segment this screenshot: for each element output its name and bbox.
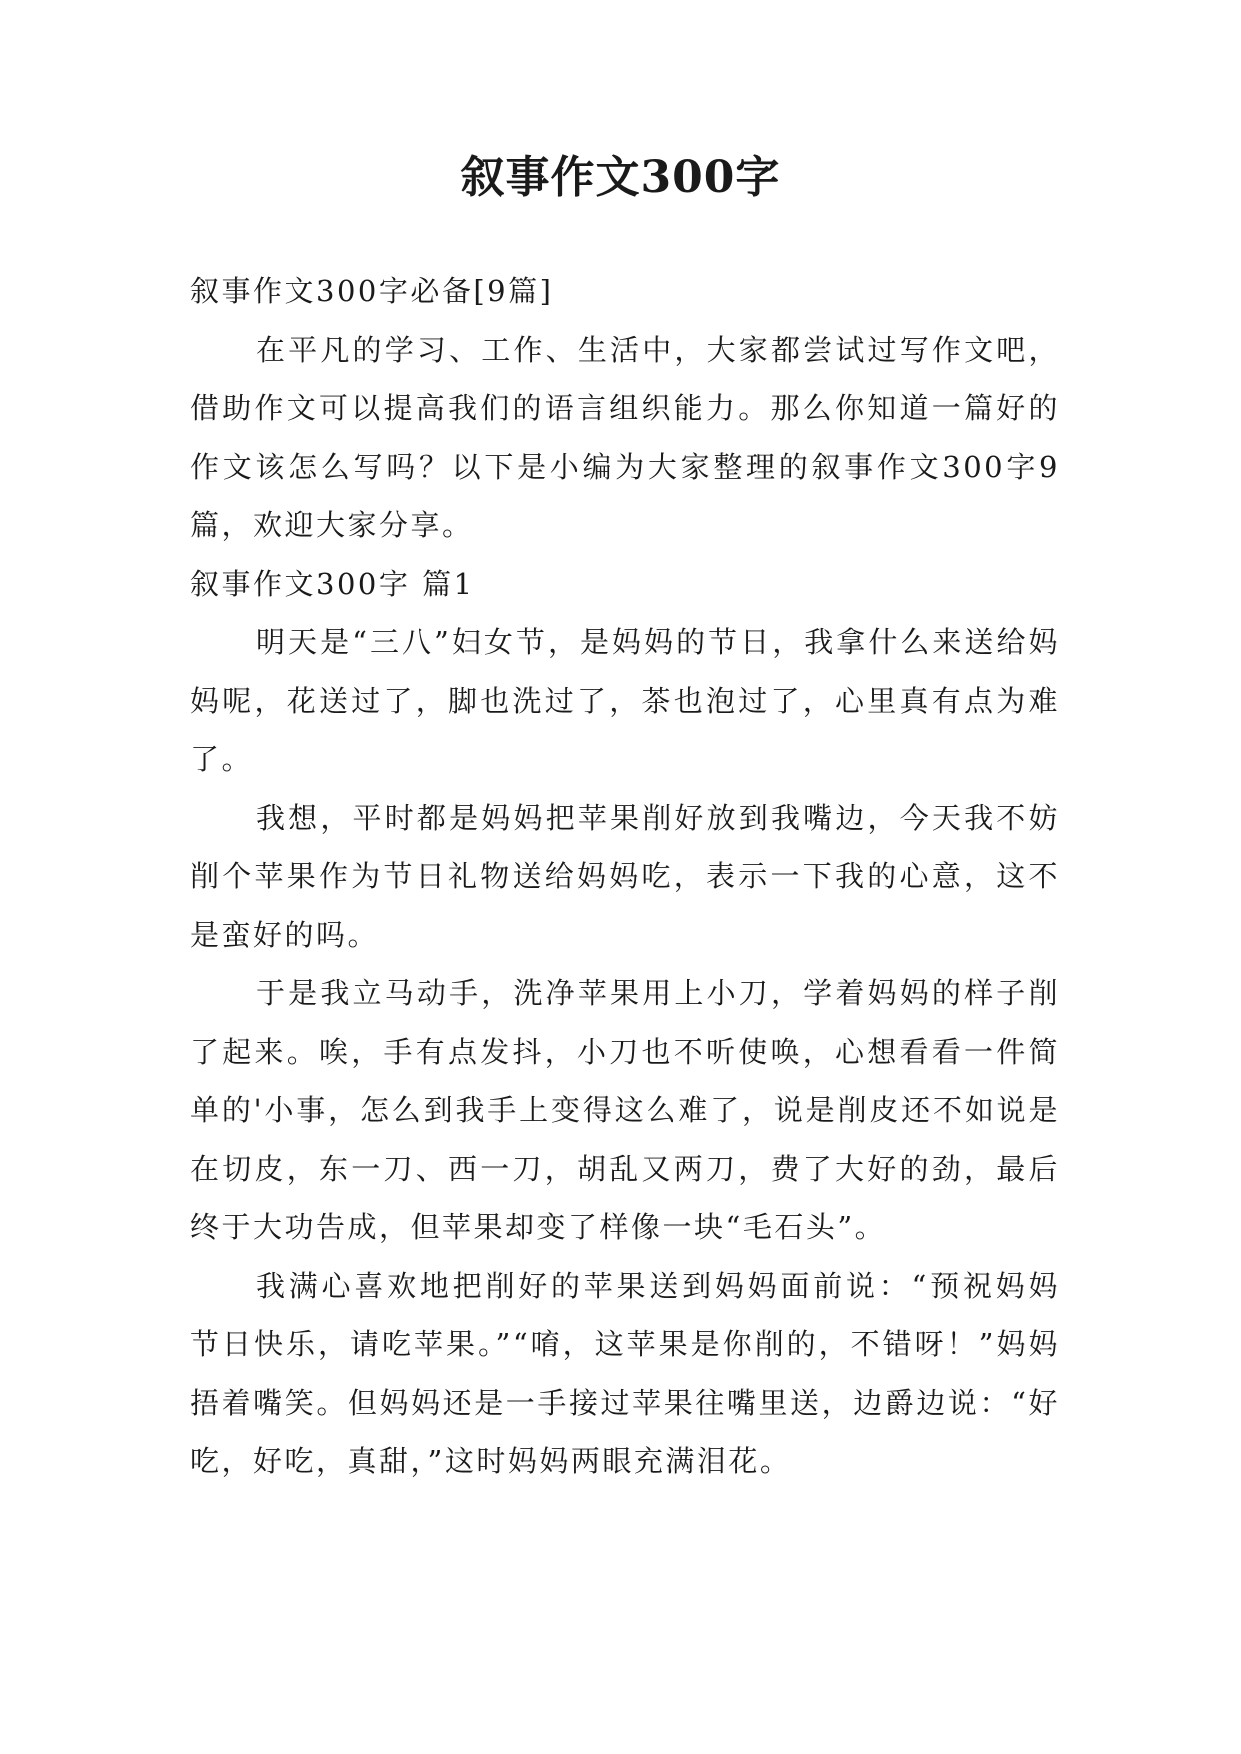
section-heading: 叙事作文300字 篇1 xyxy=(190,566,475,601)
body-paragraph: 我满心喜欢地把削好的苹果送到妈妈面前说：“预祝妈妈节日快乐，请吃苹果。”“唷，这苹果是你削的，不错呀！”妈妈捂着嘴笑。但妈妈还是一手接过苹果往嘴里送，边爵边说：“好吃，好吃，真甜，”这时妈妈两眼充满泪花。 xyxy=(190,1268,1060,1478)
body-paragraph: 明天是“三八”妇女节，是妈妈的节日，我拿什么来送给妈妈呢，花送过了，脚也洗过了，茶也泡过了，心里真有点为难了。 xyxy=(190,625,1060,776)
subtitle-line: 叙事作文300字必备[9篇] xyxy=(190,274,554,308)
intro-paragraph: 在平凡的学习、工作、生活中，大家都尝试过写作文吧，借助作文可以提高我们的语言组织能力。那么你知道一篇好的作文该怎么写吗？以下是小编为大家整理的叙事作文300字9篇，欢迎大家分享。 xyxy=(190,332,1060,542)
body-paragraph: 于是我立马动手，洗净苹果用上小刀，学着妈妈的样子削了起来。唉，手有点发抖，小刀也不听使唤，心想看看一件简单的'小事，怎么到我手上变得这么难了，说是削皮还不如说是在切皮，东一刀、西一刀，胡乱又两刀，费了大好的劲，最后终于大功告成，但苹果却变了样像一块“毛石头”。 xyxy=(190,976,1060,1244)
body-paragraph: 我想，平时都是妈妈把苹果削好放到我嘴边，今天我不妨削个苹果作为节日礼物送给妈妈吃，表示一下我的心意，这不是蛮好的吗。 xyxy=(190,800,1060,952)
document-title: 叙事作文300字 xyxy=(460,152,781,203)
document-body xyxy=(190,262,1060,1491)
